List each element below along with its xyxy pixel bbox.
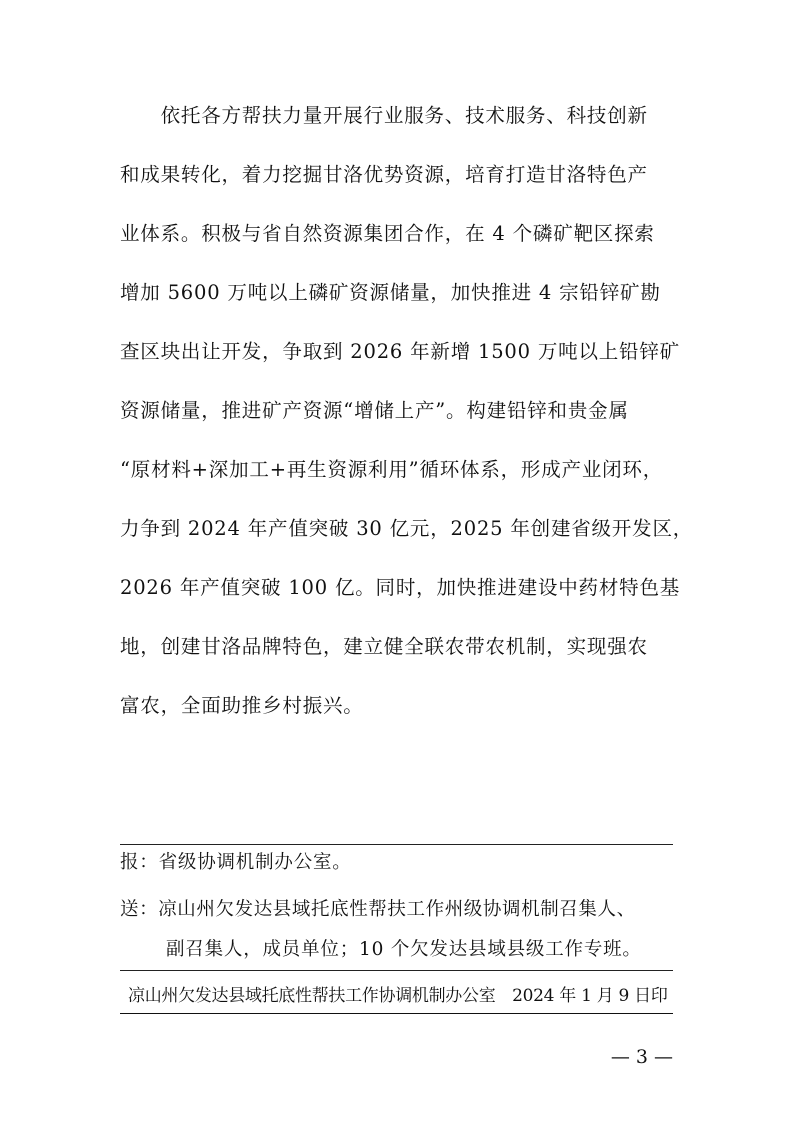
body-line: 富农，全面助推乡村振兴。: [120, 694, 364, 717]
body-line: 和成果转化，着力挖掘甘洛优势资源，培育打造甘洛特色产: [120, 163, 648, 186]
send-to-line: 送：凉山州欠发达县域托底性帮扶工作州级协调机制召集人、: [120, 899, 636, 920]
body-line: 力争到 2024 年产值突破 30 亿元，2025 年创建省级开发区，: [120, 517, 694, 540]
body-line: 业体系。积极与省自然资源集团合作，在 4 个磷矿靶区探索: [120, 222, 655, 245]
issuer-line: 凉山州欠发达县域托底性帮扶工作协调机制办公室 2024 年 1 月 9 日印: [128, 986, 668, 1006]
body-line: 2026 年产值突破 100 亿。同时，加快推进建设中药材特色基: [120, 576, 681, 599]
send-to-line-continued: 副召集人，成员单位；10 个欠发达县域县级工作专班。: [166, 939, 642, 960]
divider-top: [120, 844, 673, 845]
body-line: 地，创建甘洛品牌特色，建立健全联农带农机制，实现强农: [120, 635, 648, 658]
report-to-line: 报：省级协调机制办公室。: [120, 852, 352, 873]
page-number: — 3 —: [610, 1046, 673, 1068]
body-line: 增加 5600 万吨以上磷矿资源储量，加快推进 4 宗铅锌矿勘: [120, 281, 661, 304]
body-text: [120, 100, 694, 749]
divider-middle: [120, 970, 673, 971]
divider-bottom: [120, 1013, 673, 1014]
body-line: “原材料+深加工+再生资源利用”循环体系，形成产业闭环，: [120, 458, 664, 481]
body-line: 依托各方帮扶力量开展行业服务、技术服务、科技创新: [120, 104, 648, 127]
body-line: 资源储量，推进矿产资源“增储上产”。构建铅锌和贵金属: [120, 399, 629, 422]
body-line: 查区块出让开发，争取到 2026 年新增 1500 万吨以上铅锌矿: [120, 340, 680, 363]
